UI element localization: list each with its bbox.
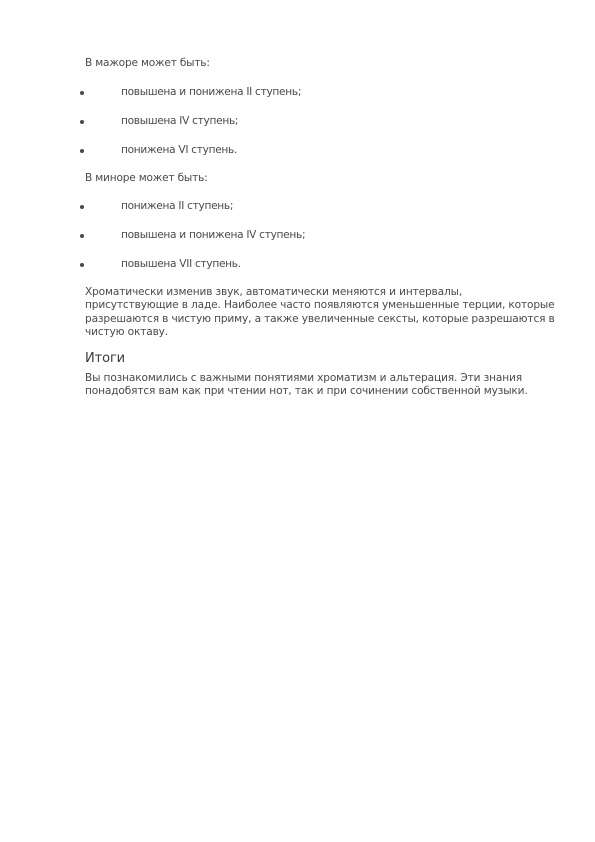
list-item	[0, 86, 595, 100]
list-item	[0, 200, 595, 214]
bullet-icon	[80, 234, 84, 238]
bullet-icon	[80, 91, 84, 95]
summary-paragraph: Вы познакомились с важными понятиями хроматизм и альтерация. Эти знания понадобятся вам как при чтении нот, так и при сочинении собственной музыки.	[85, 372, 528, 398]
major-intro: В мажоре может быть:	[85, 57, 210, 69]
list-item	[0, 115, 595, 129]
section-heading: Итоги	[85, 351, 126, 366]
list-item-text: понижена VI ступень.	[121, 144, 238, 156]
minor-intro: В миноре может быть:	[85, 172, 208, 184]
list-item-text: повышена VII ступень.	[121, 258, 241, 270]
list-item	[0, 229, 595, 243]
bullet-icon	[80, 149, 84, 153]
list-item	[0, 258, 595, 272]
list-item-text: повышена и понижена IV ступень;	[121, 229, 306, 241]
list-item	[0, 144, 595, 158]
list-item-text: повышена IV ступень;	[121, 115, 239, 127]
bullet-icon	[80, 263, 84, 267]
list-item-text: повышена и понижена II ступень;	[121, 86, 302, 98]
body-paragraph: Хроматически изменив звук, автоматически меняются и интервалы, присутствующие в ладе. Наиболее часто появляются уменьшенные терции, которые разрешаются в чистую приму, а также увеличенные сексты, которые разрешаются в чистую октаву.	[85, 286, 555, 339]
list-item-text: понижена II ступень;	[121, 200, 234, 212]
bullet-icon	[80, 120, 84, 124]
bullet-icon	[80, 205, 84, 209]
